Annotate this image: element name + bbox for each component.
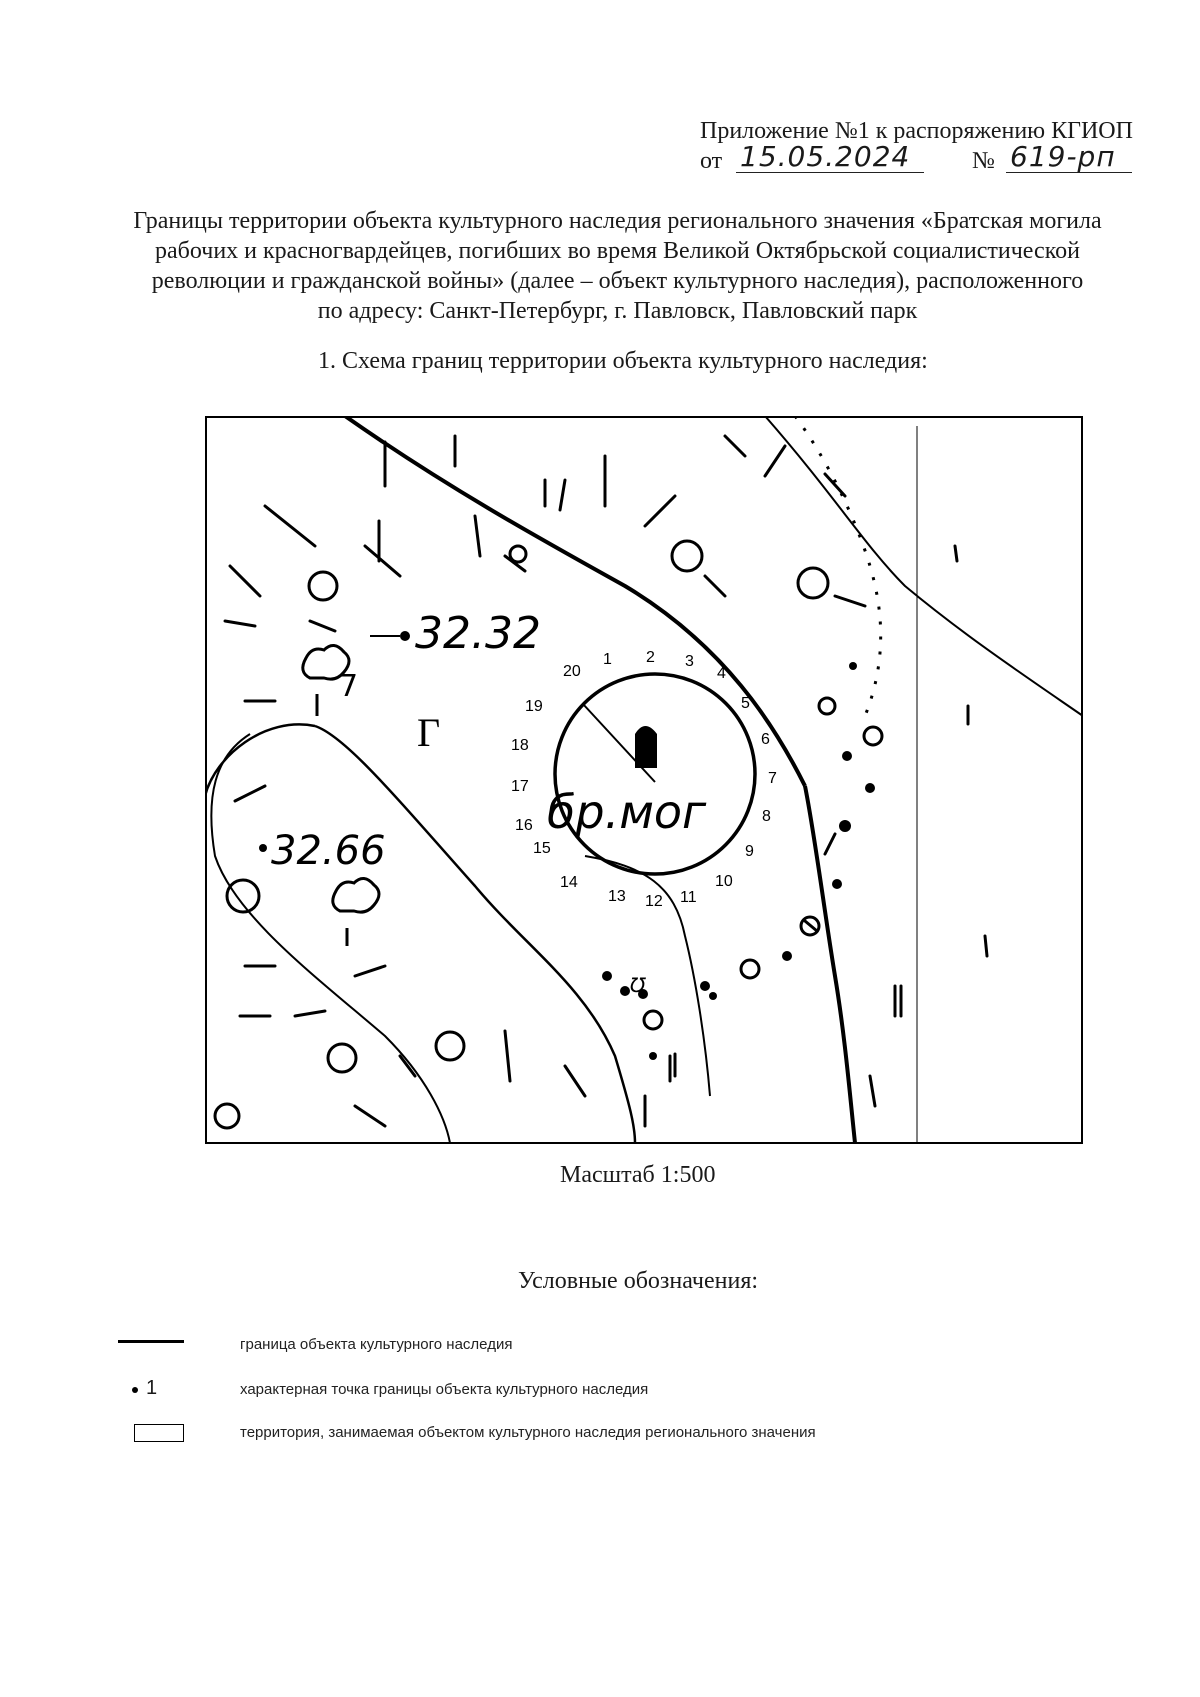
map-label-g: Г (417, 710, 441, 755)
bush-marks: ℧ (630, 973, 646, 997)
boundary-point-label: 13 (608, 888, 626, 905)
boundary-point-label: 17 (511, 778, 529, 795)
boundary-point-label: 3 (685, 653, 694, 670)
map-scale: Масштаб 1:500 (560, 1162, 716, 1188)
boundary-point-label: 12 (645, 893, 663, 910)
boundary-point-label: 14 (560, 874, 578, 891)
elevation-dot (259, 844, 267, 852)
boundary-point-label: 4 (717, 665, 726, 682)
boundary-point-label: 18 (511, 737, 529, 754)
section-heading: 1. Схема границ территории объекта культурного наследия: (318, 348, 928, 374)
boundary-point-symbol (132, 1387, 138, 1393)
boundary-map (205, 416, 1083, 1144)
boundary-point-label: 9 (745, 843, 754, 860)
date-prefix: от (700, 148, 723, 174)
boundary-point-label: 5 (741, 695, 750, 712)
elevation-label: 32.66 (271, 828, 386, 874)
legend-text: граница объекта культурного наследия (240, 1336, 513, 1353)
boundary-line-symbol (118, 1340, 184, 1343)
monument-icon (635, 726, 657, 768)
legend-text: характерная точка границы объекта культурного наследия (240, 1381, 649, 1398)
boundary-point-label: 8 (762, 808, 771, 825)
number-prefix: № (972, 148, 995, 174)
boundary-point-label: 10 (715, 873, 733, 890)
title-line: по адресу: Санкт-Петербург, г. Павловск, Павловский парк (317, 298, 918, 324)
title-line: рабочих и красногвардейцев, погибших во время Великой Октябрьской социалистической (155, 238, 1080, 264)
boundary-point-label: 6 (761, 731, 770, 748)
appendix-line: Приложение №1 к распоряжению КГИОП (700, 118, 1133, 144)
boundary-point-label: 16 (515, 817, 533, 834)
territory-box-symbol (134, 1424, 184, 1442)
boundary-point-label: 19 (525, 698, 543, 715)
boundary-point-label: 11 (680, 889, 697, 906)
boundary-point-label: 7 (768, 770, 777, 787)
boundary-point-label: 1 (603, 651, 612, 668)
title-line: Границы территории объекта культурного наследия регионального значения «Братская могила (133, 208, 1102, 234)
legend-heading: Условные обозначения: (518, 1268, 759, 1294)
boundary-point-label: 20 (563, 663, 581, 680)
document-title (110, 206, 1125, 326)
boundary-point-label: 15 (533, 840, 551, 857)
handwritten-date: 15.05.2024 (736, 142, 924, 173)
object-label: бр.мог (547, 785, 707, 839)
boundary-point-label: 2 (646, 649, 655, 666)
elevation-label: 32.32 (415, 608, 541, 659)
elevation-dot (400, 631, 410, 641)
handwritten-number: 619-рп (1006, 142, 1132, 173)
legend-text: территория, занимаемая объектом культурного наследия регионального значения (240, 1424, 816, 1441)
appendix-header (700, 116, 1133, 180)
point-symbol-label: 1 (146, 1377, 158, 1399)
map-label-7: 7 (339, 669, 359, 704)
title-line: революции и гражданской войны» (далее – объект культурного наследия), расположенного (151, 268, 1084, 294)
